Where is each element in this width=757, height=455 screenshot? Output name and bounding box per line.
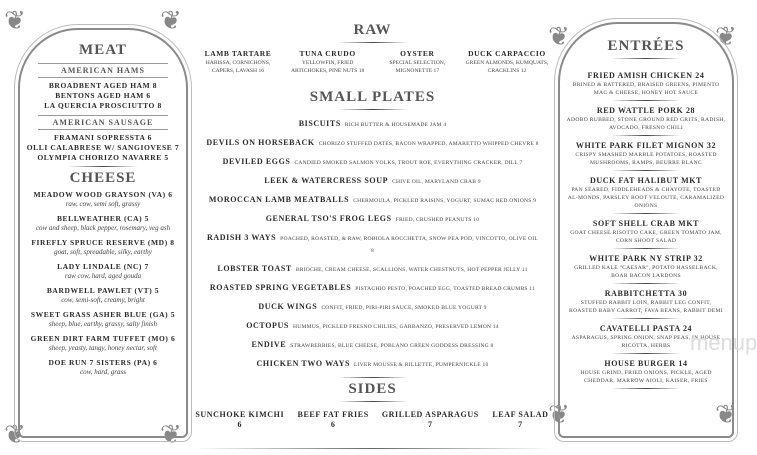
small-plate-description: PISTACHIO PESTO, POACHED EGG, TOASTED BREAD CRUMBS 11 (355, 286, 536, 292)
small-plate-name: MOROCCAN LAMB MEATBALLS (208, 195, 350, 204)
small-plate-description: POACHED, ROASTED, & RAW, ROBIOLA ROCCHETTA, SNOW PEA POD, VINCOTTO, OLIVE OIL 8 (280, 236, 538, 254)
entree-name: WHITE PARK FILET MIGNON 32 (575, 141, 717, 150)
small-plate-description: CANDIED SMOKED SALMON YOLKS, TROUT ROE, EVERYTHING CRACKER, DILL 7 (294, 160, 523, 166)
cheese-item (20, 334, 186, 353)
entree-description: PAN SEARED, FIDDLEHEADS & CHAYOTE, TOASTED AL-MONDS, PARSLEY ROOT VELOUTE, CARAMALIZED ONIONS (567, 187, 725, 209)
bottom-divider (195, 448, 550, 449)
side-item: LEAF SALAD 7 (492, 410, 549, 429)
flourish-ornament-icon: ❦ (548, 400, 570, 429)
entree-divider (611, 213, 681, 214)
ham-item: BENTONS AGED HAM 6 (55, 91, 151, 100)
raw-item-name: OYSTER (400, 49, 435, 58)
small-plate-item (205, 137, 540, 149)
small-plate-description: BRIOCHE, CREAM CHEESE, SCALLIONS, WATER CHESTNUTS, HOT PEPPER JELLY 11 (295, 267, 528, 273)
small-plate-item (205, 175, 540, 187)
entree-divider (611, 100, 681, 101)
side-item: BEEF FAT FRIES 6 (297, 410, 369, 429)
entree-name: HOUSE BURGER 14 (604, 359, 688, 368)
small-plates-heading: SMALL PLATES (309, 89, 436, 105)
cheese-description: cow and sheep, black pepper, rosemary, veg ash (35, 224, 171, 232)
small-plate-item (205, 156, 540, 168)
flourish-ornament-icon: ❦ (548, 22, 570, 51)
small-plate-description: CHERMOULA, PICKLED RAISINS, YOGURT, SUMAC RED ONIONS 9 (353, 198, 537, 204)
raw-item-description: HARISSA, CORNICHONS, CAPERS, LAVASH 16 (205, 60, 271, 74)
raw-item-name: TUNA CRUDO (299, 49, 356, 58)
small-plate-item (205, 339, 540, 351)
small-plate-name: DEVILS ON HORSEBACK (206, 138, 315, 147)
flourish-ornament-icon: ❦ (160, 420, 182, 449)
raw-item (285, 49, 371, 75)
ham-item: BROADBENT AGED HAM 8 (48, 81, 158, 90)
flourish-ornament-icon: ❦ (715, 400, 737, 429)
small-plate-description: HUMMUS, PICKLED FRESNO CHILIES, GARBANZO, PRESERVED LEMON 14 (292, 324, 499, 330)
small-plate-name: OCTOPUS (246, 321, 289, 330)
entree-divider (611, 318, 681, 319)
small-plate-item (205, 213, 540, 225)
cheese-name: MEADOW WOOD GRAYSON (VA) 6 (33, 190, 173, 199)
entree-item (566, 219, 726, 249)
cheese-description: raw cow, hard, aged gouda (64, 272, 142, 280)
cheese-description: cow, semi-soft, creamy, bright (61, 296, 145, 304)
cheese-description: sheep, yeasty, tangy, honey nectar, soft (49, 344, 157, 352)
small-plate-name: DUCK WINGS (258, 302, 318, 311)
small-plate-description: FRIED, CRUSHED PEANUTS 10 (395, 217, 480, 223)
entree-name: FRIED AMISH CHICKEN 24 (587, 71, 705, 80)
raw-item-description: SPECIAL SELECTION, MIGNONETTE 17 (389, 60, 446, 74)
entree-item (566, 71, 726, 101)
small-plate-item (205, 263, 540, 275)
entree-description: GRILLED KALE "CAESAR", POTATO HASSELBACK, BOAR BACON LARDONS (574, 265, 718, 279)
cheese-name: BARDWELL PAWLET (VT) 5 (46, 286, 160, 295)
cheese-description: cow, hard, grass (80, 368, 126, 376)
small-plate-description: CHIVE OIL, MARYLAND CRAB 9 (392, 179, 481, 185)
small-plate-item (205, 282, 540, 294)
sausage-item: OLLI CALABRESE W/ SANGIOVESE 7 (26, 143, 180, 152)
entree-item (566, 254, 726, 284)
entree-item (566, 106, 726, 136)
entree-divider (611, 170, 681, 171)
sausage-item: FRAMANI SOPRESSTA 6 (54, 133, 152, 142)
entrees-heading: ENTRÉES (607, 38, 685, 54)
ham-item: LA QUERCIA PROSCIUTTO 8 (44, 101, 162, 110)
cheese-name: SWEET GRASS ASHER BLUE (GA) 5 (30, 310, 176, 319)
small-plate-name: DEVILED EGGS (222, 157, 291, 166)
cheese-name: LADY LINDALE (NC) 7 (57, 262, 149, 271)
cheese-item (20, 214, 186, 233)
raw-list (195, 49, 550, 75)
small-plate-name: CHICKEN TWO WAYS (256, 359, 350, 368)
cheese-item (20, 286, 186, 305)
small-plate-description: LIVER MOUSSE & RILLETTE, PUMPERNICKLE 10 (354, 362, 489, 368)
raw-item (374, 49, 460, 75)
small-plate-name: LEEK & WATERCRESS SOUP (264, 176, 389, 185)
small-plate-name: GENERAL TSO'S FROG LEGS (265, 214, 392, 223)
cheese-description: sheep, blue, earthy, grassy, salty finish (49, 320, 157, 328)
small-plate-item (205, 320, 540, 332)
flourish-ornament-icon: ❦ (4, 6, 26, 35)
american-hams-heading: AMERICAN HAMS (38, 63, 168, 78)
entree-name: RABBITCHETTA 30 (604, 289, 688, 298)
raw-item-description: YELLOWFIN, FRIED ARTICHOKES, PINE NUTS 18 (290, 60, 365, 74)
entree-divider (611, 388, 681, 389)
hams-list (20, 81, 186, 111)
raw-item-description: GREEN ALMONDS, KUMQUATS, CRACKLINS 12 (465, 60, 549, 74)
sides-heading: SIDES (348, 381, 397, 397)
flourish-ornament-icon: ❦ (715, 22, 737, 51)
small-plate-name: ENDIVE (251, 340, 287, 349)
entree-description: CRISPY SMASHED MARBLE POTATOES, ROASTED MUSHROOMS, RAMPS, BEURRE BLANC (575, 152, 717, 166)
small-plate-name: LOBSTER TOAST (217, 264, 292, 273)
raw-item-name: LAMB TARTARE (204, 49, 272, 58)
small-plate-description: STRAWBERRIES, BLUE CHEESE, POBLANO GREEN GODDESS DRESSING 8 (290, 343, 494, 349)
raw-item (464, 49, 550, 75)
cheese-description: goat, soft, spreadable, silky, earthy (54, 248, 152, 256)
sausage-item: OLYMPIA CHORIZO NAVARRE 5 (37, 153, 169, 162)
small-plate-description: RICH BUTTER & HOUSEMADE JAM 4 (344, 122, 447, 128)
cheese-name: FIREFLY SPRUCE RESERVE (MD) 8 (31, 238, 175, 247)
cheese-name: DOE RUN 7 SISTERS (PA) 6 (48, 358, 158, 367)
small-plates-list (195, 118, 550, 370)
small-plate-description: CONFIT, FRIED, PIRI-PIRI SAUCE, SMOKED BLUE YOGURT 9 (321, 305, 487, 311)
small-plate-description: CHORIZO STUFFED DATES, BACON WRAPPED, AMARETTO WHIPPED CHEVRE 8 (318, 141, 539, 147)
cheese-item (20, 358, 186, 377)
small-plate-name: BISCUITS (298, 119, 341, 128)
entree-divider (611, 135, 681, 136)
entree-divider (611, 283, 681, 284)
small-plate-item (205, 358, 540, 370)
cheese-item (20, 310, 186, 329)
entree-item (566, 141, 726, 171)
cheese-name: BELLWEATHER (CA) 5 (56, 214, 150, 223)
entree-description: HOUSE GRIND, FRIED ONIONS, PICKLE, AGED CHEDDAR, MARROW AIOLI, KAISER, FRIES (580, 370, 712, 384)
entree-item (566, 289, 726, 319)
sides-list (195, 410, 550, 430)
cheese-description: raw, cow, semi soft, grassy (65, 200, 141, 208)
entree-description: BRINED & BATTERED, BRAISED GREENS, PIMENTO MAC & CHEESE, HONEY HOT SAUCE (572, 82, 720, 96)
entree-item (566, 359, 726, 389)
side-item: SUNCHOKE KIMCHI 6 (195, 410, 285, 429)
entree-description: STUFFED RABBIT LOIN, RABBIT LEG CONFIT, ROASTED BABY CARROT, FAVA BEANS, RABBIT DEMI (569, 300, 723, 314)
flourish-ornament-icon: ❦ (160, 6, 182, 35)
entree-description: ADOBO RUBBED, STONE GROUND RED GRITS, RADISH, AVOCADO, FRESNO CHILI (566, 117, 726, 131)
raw-heading: RAW (353, 22, 392, 38)
small-plate-item (205, 232, 540, 256)
side-item: GRILLED ASPARAGUS 7 (381, 410, 479, 429)
entree-description: GOAT CHEESE RISOTTO CAKE, GREEN TOMATO JAM, CORN SHOOT SALAD (570, 230, 722, 244)
entree-name: WHITE PARK NY STRIP 32 (589, 254, 703, 263)
center-column (195, 22, 550, 449)
raw-item (195, 49, 281, 75)
entree-name: RED WATTLE PORK 28 (596, 106, 696, 115)
cheese-item (20, 190, 186, 209)
cheese-item (20, 238, 186, 257)
watermark: menup (690, 330, 757, 355)
entrees-panel (558, 22, 734, 438)
entree-name: CAVATELLI PASTA 24 (599, 324, 693, 333)
cheese-item (20, 262, 186, 281)
entree-divider (611, 353, 681, 354)
flourish-ornament-icon: ❦ (4, 420, 26, 449)
raw-item-name: DUCK CARPACCIO (468, 49, 546, 58)
small-plate-name: ROASTED SPRING VEGETABLES (209, 283, 352, 292)
entree-divider (611, 248, 681, 249)
cheese-list (20, 190, 186, 377)
meat-cheese-panel (18, 28, 188, 438)
meat-heading: MEAT (79, 42, 127, 58)
entree-item (566, 176, 726, 214)
small-plate-item (205, 301, 540, 313)
cheese-heading: CHEESE (69, 170, 137, 186)
entree-name: SOFT SHELL CRAB MKT (592, 219, 700, 228)
small-plate-item (205, 118, 540, 130)
cheese-name: GREEN DIRT FARM TUFFET (MO) 6 (30, 334, 176, 343)
small-plate-name: RADISH 3 WAYS (207, 233, 277, 242)
small-plate-item (205, 194, 540, 206)
sausage-list (20, 133, 186, 163)
american-sausage-heading: AMERICAN SAUSAGE (38, 115, 168, 130)
entree-description: ASPARAGUS, SPRING ONION, SNAP PEAS, IN HOUSE RICOTTA, HERBS (571, 335, 721, 349)
entree-name: DUCK FAT HALIBUT MKT (589, 176, 703, 185)
